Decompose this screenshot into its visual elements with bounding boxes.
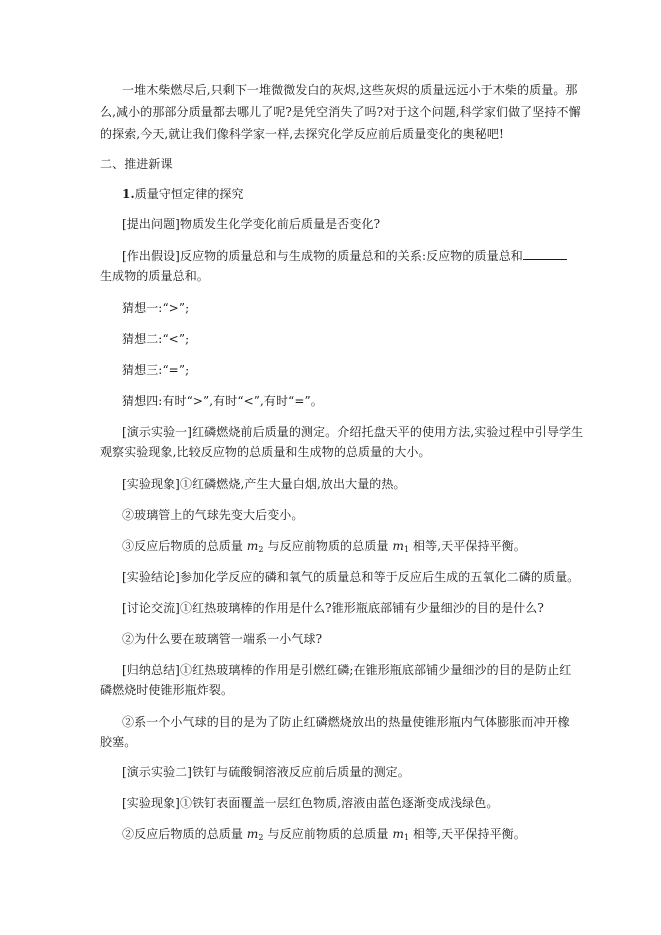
balance-1-suffix: 相等,天平保持平衡。 bbox=[409, 539, 526, 553]
subsection-title: 质量守恒定律的探究 bbox=[134, 187, 244, 201]
question-paragraph: [提出问题]物质发生化学变化前后质量是否变化? bbox=[122, 217, 381, 231]
mass-subscript-1: 1 bbox=[403, 545, 410, 554]
hypothesis-text: [作出假设]反应物的质量总和与生成物的质量总和的关系:反应物的质量总和 bbox=[122, 249, 523, 263]
balance-2-line bbox=[122, 826, 526, 846]
hypothesis-line-1 bbox=[122, 248, 567, 264]
mass-subscript-1: 1 bbox=[403, 833, 410, 842]
mass-symbol-m1: m bbox=[392, 539, 404, 553]
phenomenon-1-2: ②玻璃管上的气球先变大后变小。 bbox=[122, 508, 304, 522]
fill-in-blank bbox=[523, 248, 567, 260]
summary-line-4: 胶塞。 bbox=[100, 735, 137, 749]
balance-1-prefix: ③反应后物质的总质量 bbox=[122, 539, 247, 553]
summary-line-1: [归纳总结]①红热玻璃棒的作用是引燃红磷;在锥形瓶底部铺少量细沙的目的是防止红 bbox=[122, 663, 572, 677]
guess-item: 猜想一:“>”; bbox=[122, 301, 190, 315]
balance-2-prefix: ②反应后物质的总质量 bbox=[122, 827, 247, 841]
demo1-line-1: [演示实验一]红磷燃烧前后质量的测定。介绍托盘天平的使用方法,实验过程中引导学生 bbox=[122, 425, 584, 439]
subsection-heading bbox=[122, 186, 244, 202]
mass-symbol-m2: m bbox=[246, 827, 259, 841]
balance-2-middle: 与反应前物质的总质量 bbox=[263, 827, 393, 841]
section-heading: 二、推进新课 bbox=[100, 157, 173, 171]
subsection-number: 1. bbox=[122, 187, 135, 201]
demo2-paragraph: [演示实验二]铁钉与硫酸铜溶液反应前后质量的测定。 bbox=[122, 765, 410, 779]
intro-line-1: 一堆木柴燃尽后,只剩下一堆微微发白的灰烬,这些灰烬的质量远远小于木柴的质量。那 bbox=[122, 83, 578, 97]
discussion-1: [讨论交流]①红热玻璃棒的作用是什么?锥形瓶底部铺有少量细沙的目的是什么? bbox=[122, 601, 544, 615]
summary-line-3: ②系一个小气球的目的是为了防止红磷燃烧放出的热量使锥形瓶内气体膨胀而冲开橡 bbox=[122, 715, 570, 729]
mass-subscript-2: 2 bbox=[258, 833, 264, 842]
guess-item: 猜想三:“=”; bbox=[122, 363, 190, 377]
hypothesis-line-2: 生成物的质量总和。 bbox=[100, 269, 209, 283]
intro-line-2: 么,减小的那部分质量都去哪儿了呢?是凭空消失了吗?对于这个问题,科学家们做了坚持不懈 bbox=[100, 105, 581, 119]
balance-1-line bbox=[122, 538, 526, 558]
guess-item: 猜想四:有时“>”,有时“<”,有时“=”。 bbox=[122, 394, 323, 408]
balance-2-suffix: 相等,天平保持平衡。 bbox=[409, 827, 526, 841]
guess-item: 猜想二:“<”; bbox=[122, 332, 190, 346]
conclusion-paragraph: [实验结论]参加化学反应的磷和氧气的质量总和等于反应后生成的五氧化二磷的质量。 bbox=[122, 570, 580, 584]
mass-subscript-2: 2 bbox=[258, 545, 264, 554]
phenomenon-1-1: [实验现象]①红磷燃烧,产生大量白烟,放出大量的热。 bbox=[122, 477, 406, 491]
demo1-line-2: 观察实验现象,比较反应物的总质量和生成物的总质量的大小。 bbox=[100, 445, 431, 459]
intro-line-3: 的探索,今天,就让我们像科学家一样,去探究化学反应前后质量变化的奥秘吧! bbox=[100, 127, 504, 141]
mass-symbol-m1: m bbox=[392, 827, 404, 841]
mass-symbol-m2: m bbox=[246, 539, 259, 553]
discussion-2: ②为什么要在玻璃管一端系一小气球? bbox=[122, 632, 323, 646]
phenomenon-2: [实验现象]①铁钉表面覆盖一层红色物质,溶液由蓝色逐渐变成浅绿色。 bbox=[122, 796, 499, 810]
summary-line-2: 磷燃烧时使锥形瓶炸裂。 bbox=[100, 683, 234, 697]
balance-1-middle: 与反应前物质的总质量 bbox=[263, 539, 393, 553]
